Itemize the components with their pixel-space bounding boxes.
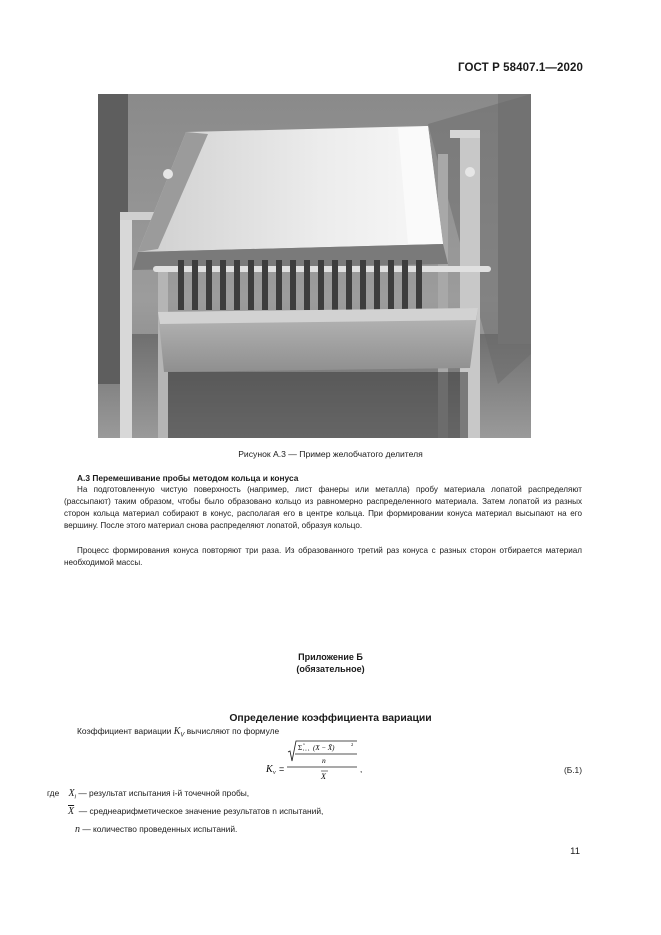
- figure-photo-riffle-splitter: [98, 94, 531, 438]
- formula-sum-bottom: i = 1: [303, 748, 310, 752]
- appendix-title: Приложение Б: [298, 652, 363, 662]
- intro-tail: вычисляют по формуле: [186, 726, 280, 736]
- formula-equals: =: [279, 764, 285, 774]
- paragraph-ring-cone-method: На подготовленную чистую поверхность (например, лист фанеры или металла) пробу материала лопатой распределяют (рассыпают) таким образом, чтобы было образовано кольцо из равномерно распределенного материала. Затем лопатой из разных сторон кольца материал собирают в конус, располагая его в центре кольца. При формировании конуса материал высыпают на его вершину. После этого материал снова распределяют лопатой, образуя кольцо.: [64, 485, 582, 531]
- equation-number: (Б.1): [563, 765, 582, 775]
- formula-comma: ,: [360, 765, 363, 774]
- document-header-standard: ГОСТ Р 58407.1—2020: [458, 62, 583, 74]
- formula-exp: 2: [351, 742, 354, 747]
- appendix-heading: Определение коэффициента вариации: [229, 713, 432, 724]
- formula-sum-top: n: [303, 742, 305, 746]
- intro-symbol-sub: V: [180, 732, 185, 739]
- paragraph-cone-repetition: Процесс формирования конуса повторяют три раза. Из образованного третий раз конуса с разных сторон отбирается материал необходимой массы.: [64, 546, 582, 568]
- def1-symbol: X: [68, 788, 75, 799]
- def2-text: — среднеарифметическое значение результатов n испытаний,: [78, 806, 324, 816]
- formula-term: (X − X̄): [313, 744, 335, 752]
- intro-text: Коэффициент вариации: [77, 726, 172, 736]
- formula-lhs: K: [266, 764, 273, 775]
- formula-xbar: X: [321, 772, 326, 781]
- definition-n: [75, 824, 237, 835]
- page-number: 11: [570, 846, 580, 857]
- formula-lhs-sub: v: [273, 770, 276, 776]
- definition-xi: [47, 788, 249, 801]
- formula-sum: Σ: [298, 744, 303, 752]
- formula-n: n: [322, 756, 326, 765]
- formula-intro-line: [77, 726, 279, 739]
- def3-text: — количество проведенных испытаний.: [82, 824, 238, 834]
- variation-coefficient-formula: [262, 738, 372, 788]
- def1-text: — результат испытания i-й точечной пробы,: [78, 788, 250, 798]
- definition-xbar: [68, 806, 323, 817]
- figure-caption: Рисунок А.3 — Пример желобчатого делителя: [238, 449, 423, 459]
- def3-symbol: n: [75, 824, 80, 835]
- def1-symbol-sub: i: [74, 794, 76, 801]
- where-word: где: [47, 788, 60, 798]
- appendix-subtitle: (обязательное): [296, 664, 365, 674]
- section-title-a3: А.3 Перемешивание пробы методом кольца и конуса: [77, 473, 299, 483]
- def2-symbol: $\overline{X}$: [68, 806, 75, 817]
- intro-symbol-k: K: [173, 726, 181, 737]
